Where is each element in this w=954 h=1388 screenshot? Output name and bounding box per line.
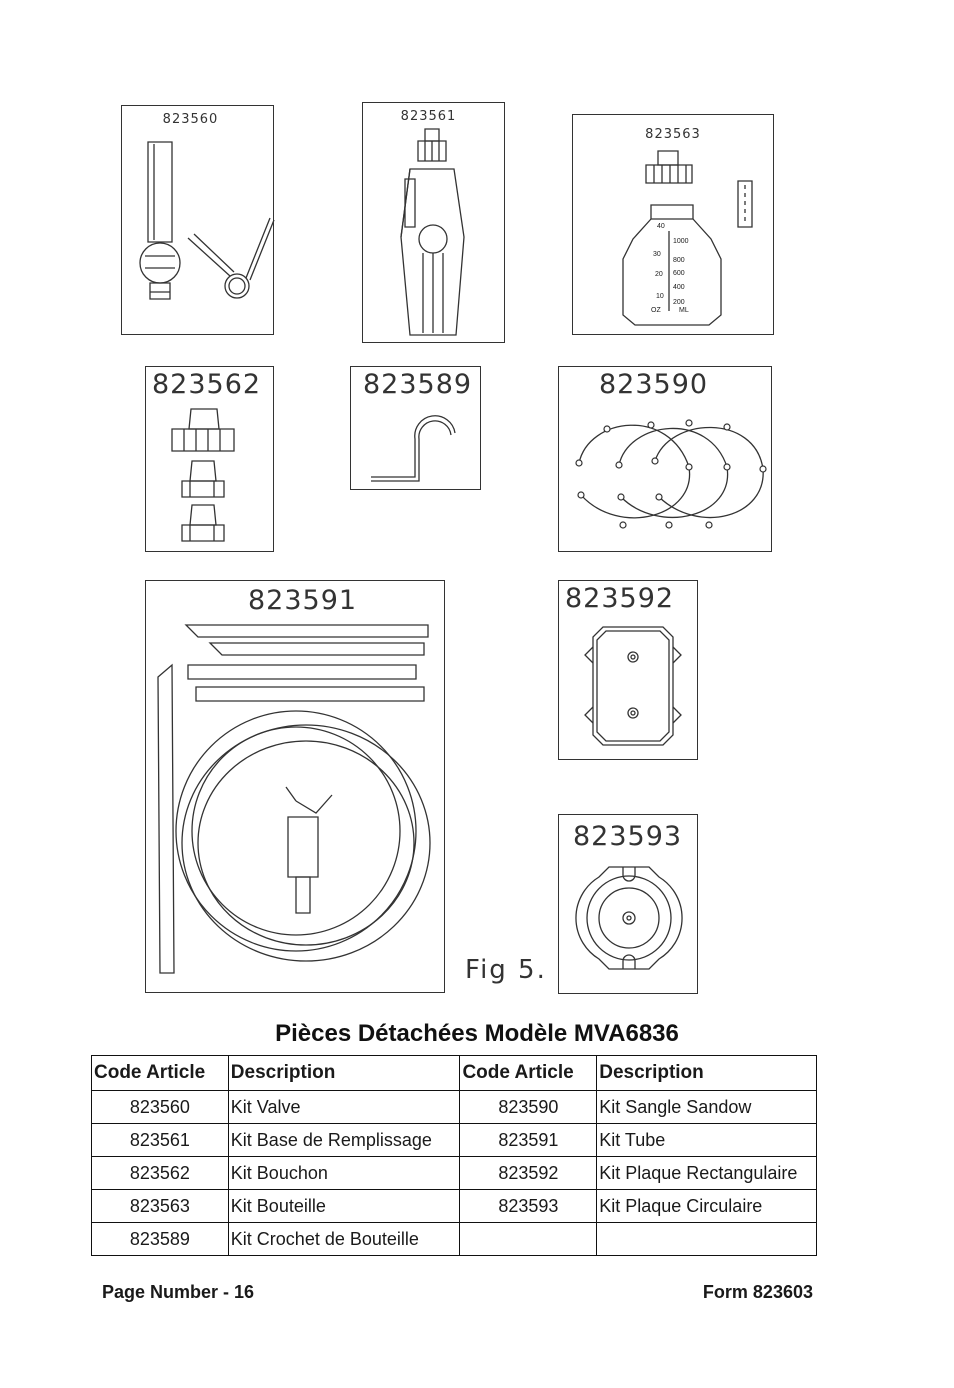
- column-header-description: Description: [597, 1056, 817, 1091]
- part-description-cell: Kit Plaque Rectangulaire: [597, 1157, 817, 1190]
- rectangular-plate-illustration: [559, 581, 699, 761]
- part-code-cell: 823560: [92, 1091, 229, 1124]
- page-number: Page Number - 16: [102, 1282, 255, 1302]
- part-description-cell: Kit Plaque Circulaire: [597, 1190, 817, 1223]
- table-row: [92, 1223, 817, 1256]
- ml-mark: 400: [673, 284, 685, 291]
- oz-unit: OZ: [651, 307, 661, 314]
- part-code-cell: 823593: [460, 1190, 597, 1223]
- part-code-cell: 823591: [460, 1124, 597, 1157]
- part-code-cell: 823592: [460, 1157, 597, 1190]
- part-code-cell: 823590: [460, 1091, 597, 1124]
- part-box-823590: [558, 366, 772, 552]
- ml-mark: 1000: [673, 238, 689, 245]
- part-box-823592: [558, 580, 698, 760]
- table-header-row: [92, 1056, 817, 1091]
- part-code-cell: [460, 1223, 597, 1256]
- oz-mark: 20: [655, 271, 663, 278]
- part-box-823561: [362, 102, 505, 343]
- part-code-label: 823593: [573, 821, 683, 852]
- part-box-823562: [145, 366, 274, 552]
- part-description-cell: [597, 1223, 817, 1256]
- part-description-cell: Kit Base de Remplissage: [228, 1124, 460, 1157]
- part-code-label: 823591: [248, 585, 358, 616]
- part-code-cell: 823589: [92, 1223, 229, 1256]
- filling-base-illustration: [363, 103, 506, 344]
- circular-plate-illustration: [559, 815, 699, 995]
- bungee-straps-illustration: [559, 367, 773, 553]
- table-row: [92, 1124, 817, 1157]
- part-code-cell: 823562: [92, 1157, 229, 1190]
- part-description-cell: Kit Bouchon: [228, 1157, 460, 1190]
- part-box-823589: [350, 366, 481, 490]
- column-header-code: Code Article: [92, 1056, 229, 1091]
- part-code-label: 823562: [152, 369, 262, 400]
- part-description-cell: Kit Sangle Sandow: [597, 1091, 817, 1124]
- part-code-label: 823563: [645, 127, 701, 142]
- part-code-label: 823589: [363, 369, 473, 400]
- part-box-823593: [558, 814, 698, 994]
- ml-mark: 800: [673, 257, 685, 264]
- hook-illustration: [351, 367, 482, 491]
- valve-illustration: [122, 106, 275, 336]
- part-description-cell: Kit Crochet de Bouteille: [228, 1223, 460, 1256]
- part-description-cell: Kit Bouteille: [228, 1190, 460, 1223]
- ml-mark: 600: [673, 270, 685, 277]
- figure-label: Fig 5.: [465, 955, 547, 985]
- caps-illustration: [146, 367, 275, 553]
- column-header-code: Code Article: [460, 1056, 597, 1091]
- part-box-823563: [572, 114, 774, 335]
- table-row: [92, 1091, 817, 1124]
- form-number: Form 823603: [702, 1282, 813, 1302]
- ml-mark: 200: [673, 299, 685, 306]
- table-row: [92, 1190, 817, 1223]
- oz-mark: 30: [653, 251, 661, 258]
- column-header-description: Description: [228, 1056, 460, 1091]
- oz-mark: 40: [657, 223, 665, 230]
- part-description-cell: Kit Valve: [228, 1091, 460, 1124]
- table-row: [92, 1157, 817, 1190]
- tube-kit-illustration: [146, 581, 446, 994]
- part-box-823560: [121, 105, 274, 335]
- part-description-cell: Kit Tube: [597, 1124, 817, 1157]
- part-code-label: 823561: [400, 109, 457, 124]
- oz-mark: 10: [656, 293, 664, 300]
- part-code-label: 823560: [162, 112, 219, 127]
- part-code-cell: 823563: [92, 1190, 229, 1223]
- part-code-label: 823592: [565, 583, 675, 614]
- part-code-label: 823590: [599, 369, 709, 400]
- page-title: Pièces Détachées Modèle MVA6836: [275, 1020, 679, 1047]
- part-box-823591: [145, 580, 445, 993]
- part-code-cell: 823561: [92, 1124, 229, 1157]
- ml-unit: ML: [679, 307, 689, 314]
- parts-table: [91, 1055, 817, 1256]
